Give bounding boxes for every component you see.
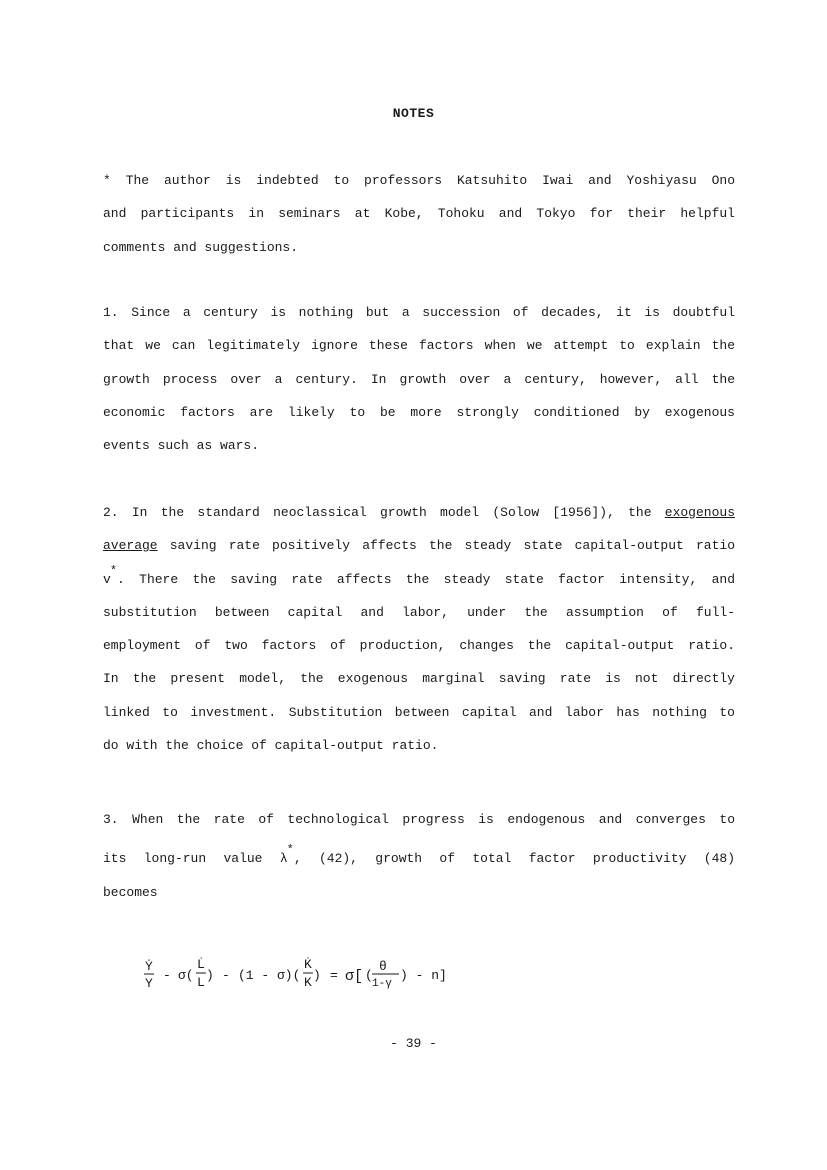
note-line [103,496,735,529]
symbol-v: v [103,571,111,587]
note-line: substitution between capital and labor, under the assumption of full- [103,604,735,620]
note-2 [103,496,735,762]
formula-sigma: σ[ [345,968,364,985]
note-line: and participants in seminars at Kobe, Tohoku and Tokyo for their helpful [103,206,735,222]
note-text: , (42), growth of total factor productivity (48) [293,851,735,867]
page-title: NOTES [392,106,435,121]
note-line: that we can legitimately ignore these factors when we attempt to explain the [103,338,735,354]
note-star [103,164,735,264]
formula-minus: - [163,968,171,983]
formula-one-minus-gamma: 1-γ [372,978,392,990]
note-line: comments and suggestions. [103,239,299,255]
note-line: do with the choice of capital-output ratio. [103,738,439,754]
note-text: . There the saving rate affects the steady state factor intensity, and [117,571,735,587]
formula-tail: ) - n] [400,968,447,983]
note-line: economic factors are likely to be more strongly conditioned by exogenous [103,404,735,420]
formula-l-dot: L̇ [197,957,205,972]
formula-k: K [304,975,312,990]
formula-minus: - [222,968,230,983]
formula-k-dot: K̇ [304,957,312,972]
note-line: In the present model, the exogenous marginal saving rate is not directly [103,671,735,687]
underlined-term: exogenous [664,505,735,520]
note-3 [103,803,735,910]
note-text: saving rate positively affects the steady state capital-output ratio [157,538,735,554]
formula-open-paren: ( [365,968,373,983]
note-line: becomes [103,885,158,901]
formula-theta: θ [379,959,387,974]
note-line [103,836,735,876]
underlined-term: average [103,538,158,554]
note-line: employment of two factors of production, changes the capital-output ratio. [103,638,735,654]
superscript-star: * [286,843,294,858]
formula-sigma: σ( [178,968,194,983]
superscript-star: * [109,563,118,578]
note-line: 1. Since a century is nothing but a succession of decades, it is doubtful [103,305,735,320]
formula-close-paren: ) [206,968,214,983]
note-line [103,529,735,562]
note-1 [103,296,735,462]
formula-y-dot: Ẏ [145,959,153,974]
note-line: * The author is indebted to professors Katsuhito Iwai and Yoshiyasu Ono [103,173,735,188]
note-text: its long-run value λ [103,851,288,867]
formula-equals: = [330,968,338,983]
formula-l: L [197,975,205,990]
growth-formula [143,952,463,996]
note-line: events such as wars. [103,438,260,454]
note-text: 2. In the standard neoclassical growth model (Solow [1956]), the [103,505,652,520]
note-line [103,563,735,596]
note-line: growth process over a century. In growth over a century, however, all the [103,371,735,387]
note-line: linked to investment. Substitution between capital and labor has nothing to [103,704,735,720]
formula-y: Y [145,976,153,991]
note-line: 3. When the rate of technological progress is endogenous and converges to [103,812,735,827]
formula-one-minus-sigma: (1 - σ)( [238,968,301,983]
page-number: - 39 - [390,1036,437,1051]
formula-close-paren: ) [313,968,321,983]
